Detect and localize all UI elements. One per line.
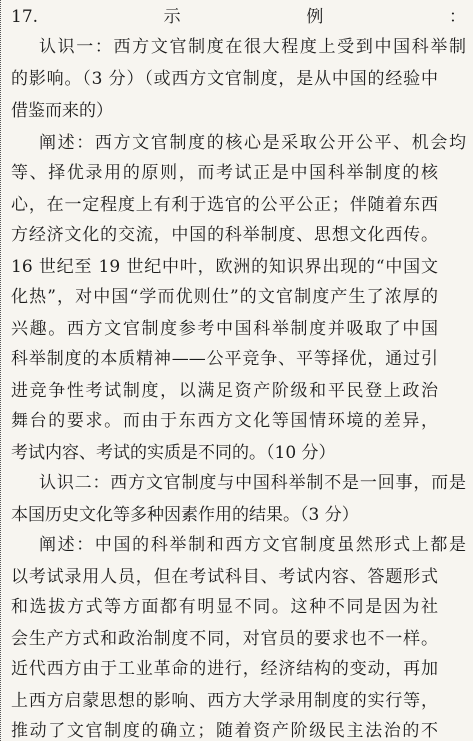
text-line: 考试内容、考试的实质是不同的。（10 分）	[11, 443, 336, 463]
text-line: 科举制度的本质精神——公平竞争、平等择优，通过引	[11, 349, 438, 369]
text-line: 舞台的要求。而由于东西方文化等国情环境的差异，	[11, 411, 438, 431]
text-line: 等、择优录用的原则，而考试正是中国科举制度的核	[11, 163, 438, 183]
text-line: 认识一：西方文官制度在很大程度上受到中国科举制	[39, 37, 466, 57]
text-line: 心，在一定程度上有利于选官的公平公正；伴随着东西	[11, 195, 438, 215]
text-line: 的影响。（3 分）（或西方文官制度，是从中国的经验中	[11, 69, 438, 89]
text-line: 认识二：西方文官制度与中国科举制不是一回事，而是	[39, 473, 466, 493]
text-line: 本国历史文化等多种因素作用的结果。（3 分）	[11, 505, 359, 525]
text-line: 推动了文官制度的确立；随着资产阶级民主法治的不	[11, 721, 438, 741]
text-line: 借鉴而来的）	[11, 101, 113, 121]
text-line: 16 世纪至 19 世纪中叶，欧洲的知识界出现的“中国文	[11, 257, 438, 277]
question-number: 17.示例：	[11, 7, 466, 27]
text-line: 阐述：中国的科举制和西方文官制度虽然形式上都是	[39, 535, 466, 555]
text-line: 方经济文化的交流，中国的科举制度、思想文化西传。	[11, 225, 438, 245]
text-line: 阐述：西方文官制度的核心是采取公开公平、机会均	[39, 133, 466, 153]
text-line: 和选拔方式等方面都有明显不同。这种不同是因为社	[11, 597, 438, 617]
text-line: 上西方启蒙思想的影响、西方大学录用制度的实行等，	[11, 691, 438, 711]
text-line: 兴趣。西方文官制度参考中国科举制度并吸取了中国	[11, 319, 438, 339]
text-line: 进竞争性考试制度，以满足资产阶级和平民登上政治	[11, 381, 438, 401]
text-line: 以考试录用人员，但在考试科目、考试内容、答题形式	[11, 567, 438, 587]
text-line: 近代西方由于工业革命的进行，经济结构的变动，再加	[11, 659, 438, 679]
text-line: 会生产方式和政治制度不同，对官员的要求也不一样。	[11, 629, 438, 649]
text-line: 化热”，对中国“学而优则仕”的文官制度产生了浓厚的	[11, 287, 438, 307]
